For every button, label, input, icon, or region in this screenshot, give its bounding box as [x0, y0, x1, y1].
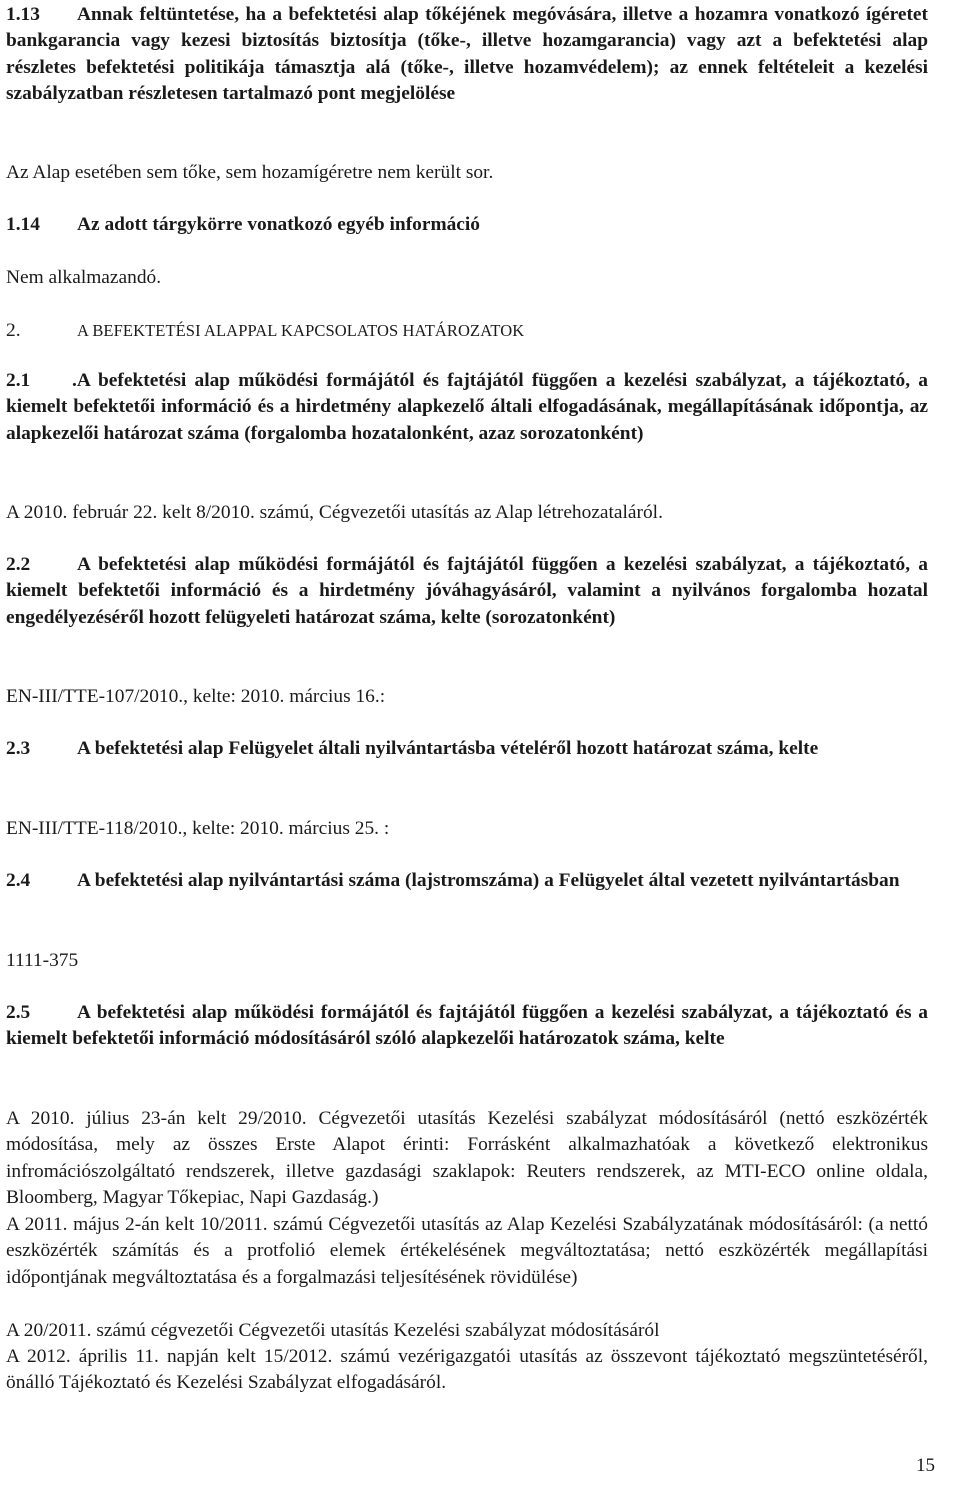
- section-number: 2.: [6, 320, 21, 341]
- section-2-5-paragraph: A 2010. július 23-án kelt 29/2010. Cégvezetői utasítás Kezelési szabályzat módosításáról (nettó eszközérték módosítása, mely az összes Erste Alapot érinti: Forrásként alkalmazhatóak a következő elektronikus infromációszolgáltató rendszerek, illetve gazdasági szaklapok: Reuters rendszerek, az MTI-ECO online oldala, Bloomberg, Magyar Tőkepiac, Napi Gazdaság.): [6, 1108, 928, 1209]
- section-2-5-paragraph: A 2012. április 11. napján kelt 15/2012. számú vezérigazgatói utasítás az összevont tájékoztató megszüntetéséről, önálló Tájékoztató és Kezelési Szabályzat elfogadásáról.: [6, 1346, 928, 1394]
- section-2-3-text: EN-III/TTE-118/2010., kelte: 2010. március 25. :: [6, 818, 390, 839]
- section-number: 1.14: [6, 214, 40, 235]
- section-1-14-heading: [6, 212, 928, 238]
- section-number: 2.5: [6, 1002, 31, 1023]
- section-2-5-paragraph: A 20/2011. számú cégvezetői Cégvezetői utasítás Kezelési szabályzat módosításáról: [6, 1320, 660, 1341]
- section-heading-text: A befektetési alap működési formájától és fajtájától függően a kezelési szabályzat, a tájékoztató és a kiemelt befektetői információ módosításáról szóló alapkezelői határozatok száma, kelte: [6, 1002, 928, 1050]
- section-2-3-heading: [6, 736, 928, 762]
- section-heading-text: .A befektetési alap működési formájától és fajtájától függően a kezelési szabályzat, a tájékoztató, a kiemelt befektetői információ és a hirdetmény alapkezelő általi elfogadásának, megállapításának időpontja, az alapkezelői határozat száma (forgalomba hozatalonként, azaz sorozatonként): [6, 370, 928, 444]
- section-heading-text: A BEFEKTETÉSI ALAPPAL KAPCSOLATOS HATÁROZATOK: [77, 321, 525, 340]
- section-number: 2.3: [6, 738, 31, 759]
- section-1-14-text: Nem alkalmazandó.: [6, 267, 162, 288]
- section-2-5-heading: [6, 1000, 928, 1053]
- section-2-1-heading: [6, 368, 928, 447]
- section-heading-text: A befektetési alap Felügyelet általi nyilvántartásba vételéről hozott határozat száma, kelte: [77, 738, 819, 759]
- section-heading-text: A befektetési alap nyilvántartási száma (lajstromszáma) a Felügyelet által vezetett nyilvántartásban: [77, 870, 900, 891]
- section-2-4-text: 1111-375: [6, 950, 79, 971]
- section-1-13-heading: [6, 2, 928, 108]
- section-number: 1.13: [6, 4, 40, 25]
- section-2-2-heading: [6, 552, 928, 631]
- section-2-1-text: A 2010. február 22. kelt 8/2010. számú, Cégvezetői utasítás az Alap létrehozataláról.: [6, 502, 663, 523]
- section-1-13-text: Az Alap esetében sem tőke, sem hozamígéretre nem került sor.: [6, 162, 494, 183]
- section-2-2-text: EN-III/TTE-107/2010., kelte: 2010. március 16.:: [6, 686, 386, 707]
- section-heading-text: Annak feltüntetése, ha a befektetési alap tőkéjének megóvására, illetve a hozamra vonatkozó ígéretet bankgarancia vagy kezesi biztosítás biztosítja (tőke-, illetve hozamgarancia) vagy azt a befektetési alap részletes befektetési politikája támasztja alá (tőke-, illetve hozamvédelem); az ennek feltételeit a kezelési szabályzatban részletesen tartalmazó pont megjelölése: [6, 4, 928, 105]
- section-number: 2.1: [6, 370, 31, 391]
- page-number: 15: [916, 1455, 935, 1476]
- section-heading-text: Az adott tárgykörre vonatkozó egyéb információ: [77, 214, 480, 235]
- section-2-5-paragraph: A 2011. május 2-án kelt 10/2011. számú Cégvezetői utasítás az Alap Kezelési Szabályzatának módosításáról: (a nettó eszközérték számítás és a protfolió elemek értékelésének megváltoztatása; nettó eszközérték megállapítási időpontjának megváltoztatása és a forgalmazási teljesítésének rövidülése): [6, 1214, 928, 1288]
- section-heading-text: A befektetési alap működési formájától és fajtájától függően a kezelési szabályzat, a tájékoztató, a kiemelt befektetői információ és a hirdetmény jóváhagyásáról, valamint a nyilvános forgalomba hozatal engedélyezéséről hozott felügyeleti határozat száma, kelte (sorozatonként): [6, 554, 928, 628]
- section-number: 2.4: [6, 870, 31, 891]
- section-2-heading: [6, 318, 928, 344]
- section-2-4-heading: [6, 868, 928, 894]
- section-number: 2.2: [6, 554, 31, 575]
